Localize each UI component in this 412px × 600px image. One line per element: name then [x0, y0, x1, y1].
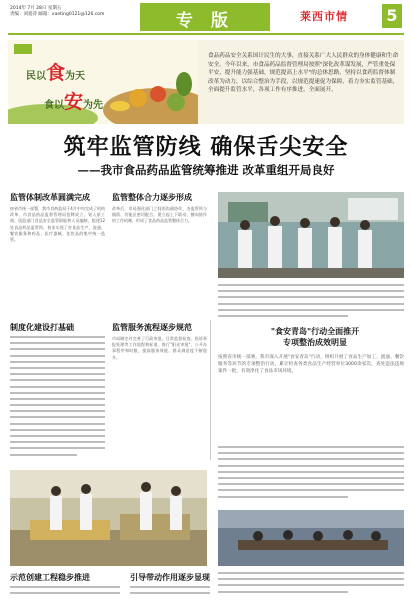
section-text-synergy: 改革后，市局强化部门之间的沟通协作，各监管所与镇街、功能区密切配合，建立起上下联动、横向协作的工作机制，形成了食品药品监管整体合力。: [112, 206, 207, 224]
section-text-reform: 按省市统一部署，我市食药监局于4月中旬完成了机构改革，市食品药品监督管理局挂牌成立，划入原工商、质监部门食品安全监管职能和人员编制，组建12处食品药品监管所，初步实现了对食品生产、流通、餐饮服务和药品、医疗器械、化妆品的集中统一监管。: [10, 206, 105, 243]
section-label-box: [140, 3, 270, 31]
section-title-synergy: 监管整体合力逐步形成: [112, 192, 192, 202]
section-text-institution: [10, 336, 105, 464]
section-text-foodsafe-cont: [218, 446, 404, 506]
column-divider: [210, 320, 211, 460]
section-text-guide: [130, 586, 210, 598]
section-text-tail: [218, 572, 404, 598]
issue-info: [10, 6, 104, 18]
photo-meeting: [218, 510, 404, 566]
issue-date: 2014年 7月 28日 星期五: [10, 6, 62, 11]
banner-intro: 食品药品安全关系国计民生的大事，直接关系广大人民群众的身体健康和生命安全。今年以来，市食品药品监督管理局按照"深化改革谋发展，严管重处保平安，提升能力强基础，规范提高上水平"的总体思路，坚持以食药监督体制改革为动力，以综合整治为手段，以规范提速促为保障，着力夯实监管基础，全面提升监管水平，各项工作有序推进，全面展开。: [208, 53, 399, 94]
main-headline: 筑牢监管防线 确保舌尖安全: [63, 134, 349, 160]
banner: [8, 40, 404, 124]
section-label: 专 版: [176, 11, 234, 31]
editor-line: 责编：刘爱萍 邮箱：xaeting0121@126.com: [10, 12, 105, 17]
photo-inspection-team: [218, 192, 404, 278]
section-title-foodsafe: "食安青岛"行动全面推开 专项整治成效明显: [270, 326, 360, 347]
paper-name: 莱西市情: [300, 10, 348, 23]
page-header: [0, 0, 412, 36]
section-title-reform: 监管体制改革圆满完成: [10, 192, 90, 202]
banner-slogan: 民以食为天 食以安为先: [26, 62, 104, 113]
section-title-service: 监管服务流程逐步规范: [112, 322, 192, 332]
section-text-service: 市局制定并完善了行政审批、日常监督检查、投诉举报处理等工作流程和标准，推行"阳光审批"，公开办事程序和时限，提高服务效能，群众满意度不断提升。: [112, 336, 207, 360]
header-rule: [8, 33, 404, 35]
section-title-institution: 制度化建设打基础: [10, 322, 74, 332]
photo-market-inspection: [10, 470, 207, 566]
section-title-demo: 示范创建工程稳步推进: [10, 572, 90, 582]
section-title-guide: 引导带动作用逐步显现: [130, 572, 210, 582]
section-text-demo: [10, 586, 120, 598]
right-column-text: [218, 284, 404, 322]
page-number: 5: [382, 4, 402, 28]
sub-headline: ——我市食品药品监管统筹推进 改革重组开局良好: [77, 163, 335, 177]
section-text-foodsafe: 按照省市统一部署，我市深入开展"食安青岛"行动，组织开展了食品生产加工、流通、餐饮服务等环节的专项整治行动，累计检查各类食品生产经营单位3000余家次，查处违法违规案件一批，有效净化了食品市场环境。: [218, 355, 404, 374]
